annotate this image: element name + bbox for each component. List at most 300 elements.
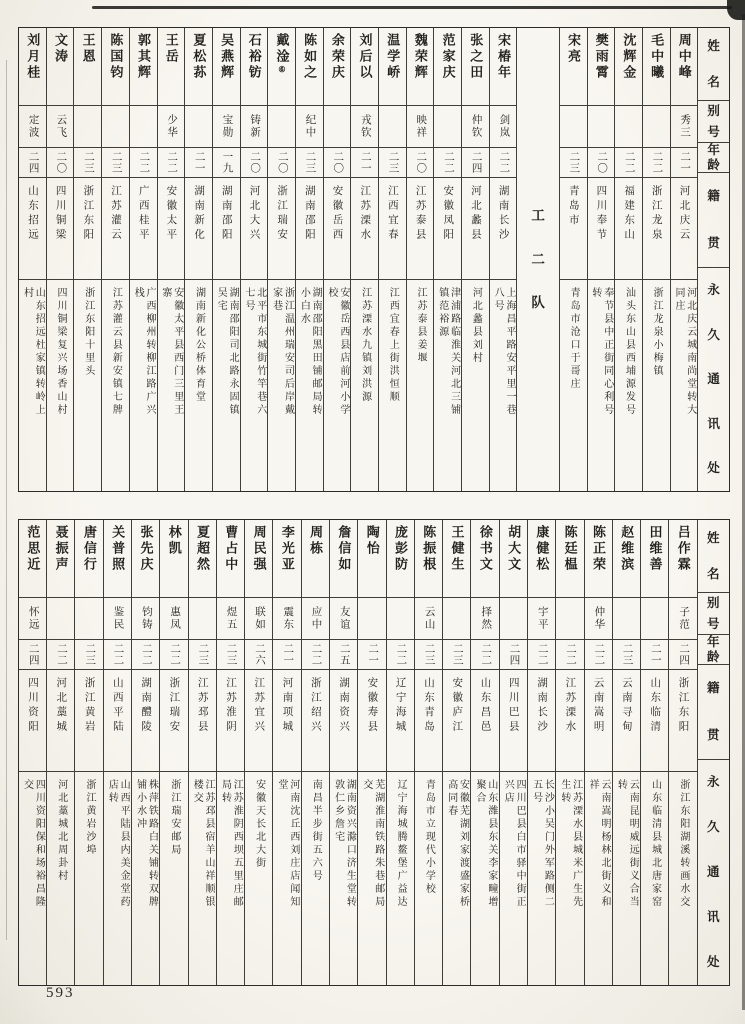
person-age-cell: [669, 640, 696, 670]
person-origin: 四川资阳: [27, 677, 39, 735]
person-column: [267, 28, 295, 491]
person-origin-cell: [47, 670, 74, 772]
person-alias: 少华: [166, 114, 178, 139]
person-address-cell: [160, 772, 187, 985]
person-column: [350, 28, 378, 491]
person-column: [499, 520, 527, 985]
person-name: 陈振根: [421, 525, 437, 573]
person-origin-cell: [158, 178, 185, 280]
header-label-char: 籍: [707, 681, 720, 696]
person-age: 二三: [83, 151, 95, 174]
person-column: [642, 28, 670, 491]
person-name-cell: [643, 28, 670, 106]
person-age: 二二: [310, 643, 322, 666]
person-age-cell: [130, 148, 157, 178]
person-address-cell: [102, 280, 129, 491]
person-address: 南昌半步街五六号: [310, 779, 322, 883]
header-label-char: 号: [707, 616, 720, 631]
person-column: [612, 520, 640, 985]
person-address-cell: [302, 772, 329, 985]
person-age: 二〇: [276, 151, 288, 174]
person-address-cell: [613, 772, 640, 985]
person-column: [670, 28, 698, 491]
person-address-cell: [379, 280, 406, 491]
person-name: 王岳: [163, 33, 179, 65]
scan-artifact-top-line: [92, 6, 732, 9]
person-address: 湖南邵阳司北路永固镇吴宅: [215, 287, 239, 417]
person-alias: 钧铸: [140, 606, 152, 631]
person-age-cell: [387, 640, 414, 670]
person-age: 二三: [197, 643, 209, 666]
person-alias: 仲钦: [470, 114, 482, 139]
person-age-cell: [462, 148, 489, 178]
person-origin-cell: [245, 670, 272, 772]
person-age-cell: [102, 148, 129, 178]
header-label-char: 姓: [707, 38, 720, 53]
person-name: 赵维滨: [619, 525, 635, 573]
person-address-cell: [189, 772, 216, 985]
roster-table-top: [18, 27, 730, 492]
person-origin-cell: [213, 178, 240, 280]
person-age-cell: [415, 640, 442, 670]
person-alias-cell: [241, 106, 268, 148]
person-name: 李光亚: [279, 525, 295, 573]
person-column: [188, 520, 216, 985]
person-origin-cell: [296, 178, 323, 280]
person-address-cell: [330, 772, 357, 985]
person-origin: 浙江瑞安: [168, 677, 180, 735]
person-alias-cell: [613, 598, 640, 640]
person-origin-cell: [462, 178, 489, 280]
person-name-cell: [132, 520, 159, 598]
person-origin: 江苏宜兴: [253, 677, 265, 735]
person-address: 安徽天长北大街: [253, 779, 265, 870]
person-age: 二一: [359, 151, 371, 174]
person-name-cell: [358, 520, 385, 598]
person-address-cell: [671, 280, 698, 491]
person-name: 刘月桂: [25, 33, 41, 81]
person-name: 曹占中: [223, 525, 239, 573]
person-origin: 安徽岳西: [331, 185, 343, 243]
person-age: 二二: [593, 643, 605, 666]
person-column: [527, 520, 555, 985]
person-name-cell: [500, 520, 527, 598]
person-address: 江西宜春上街洪恒顺: [387, 287, 399, 404]
person-address: 四川巴县白市驿中街正兴店: [502, 779, 526, 909]
person-origin-cell: [185, 178, 212, 280]
person-name-cell: [302, 520, 329, 598]
person-column: [159, 520, 187, 985]
person-age-cell: [407, 148, 434, 178]
person-address-cell: [358, 772, 385, 985]
person-name-cell: [213, 28, 240, 106]
person-name: 石裕钫: [246, 33, 262, 81]
person-origin: 四川奉节: [595, 185, 607, 243]
header-label-char: 久: [707, 327, 720, 342]
person-address-cell: [241, 280, 268, 491]
person-alias: 鉴民: [112, 606, 124, 631]
person-origin-cell: [443, 670, 470, 772]
person-alias-cell: [74, 106, 101, 148]
person-address-cell: [132, 772, 159, 985]
header-label-char: 年: [707, 143, 720, 157]
person-address-cell: [387, 772, 414, 985]
person-address: 安徽岳西县店前河小学校: [326, 287, 349, 417]
person-age-cell: [560, 148, 587, 178]
person-column: [406, 28, 434, 491]
person-origin: 江苏邳县: [196, 677, 208, 735]
person-address-cell: [74, 280, 101, 491]
person-alias-cell: [556, 598, 583, 640]
person-age-cell: [443, 640, 470, 670]
person-origin: 江苏溧水: [359, 185, 371, 243]
person-alias: 子范: [678, 606, 690, 631]
person-alias-cell: [19, 598, 46, 640]
header-label-char: 处: [707, 461, 720, 476]
person-column: [323, 28, 351, 491]
person-age-cell: [324, 148, 351, 178]
header-column: [697, 28, 729, 491]
person-name-cell: [434, 28, 461, 106]
person-origin-cell: [241, 178, 268, 280]
person-address: 山东潍县东关李家疃增聚合: [474, 779, 497, 909]
person-name-cell: [185, 28, 212, 106]
person-address-cell: [462, 280, 489, 491]
person-alias: 惠凤: [169, 606, 181, 631]
person-address-cell: [75, 772, 102, 985]
person-age: 二二: [138, 151, 150, 174]
person-age-cell: [358, 640, 385, 670]
person-name: 林凯: [166, 525, 182, 557]
person-name-cell: [47, 28, 74, 106]
person-age: 二二: [166, 151, 178, 174]
person-alias-cell: [158, 106, 185, 148]
header-label-char: 讯: [707, 416, 720, 431]
person-origin-cell: [19, 178, 46, 280]
person-origin-cell: [160, 670, 187, 772]
person-origin: 湖南资兴: [338, 677, 350, 735]
person-address-cell: [588, 280, 615, 491]
person-column: [378, 28, 406, 491]
person-origin: 河南项城: [281, 677, 293, 735]
header-age-label: [698, 143, 729, 173]
person-origin: 山东招远: [26, 185, 38, 243]
person-origin: 河北蠡县: [469, 185, 481, 243]
person-address: 青岛市沧口于哥庄: [568, 287, 580, 391]
person-age: 二〇: [415, 151, 427, 174]
person-origin: 安徽太平: [165, 185, 177, 243]
person-address: 奉节县中正街同心利号转: [589, 287, 613, 417]
person-alias-cell: [47, 598, 74, 640]
person-address-cell: [528, 772, 555, 985]
header-alias-label: [698, 101, 729, 143]
person-address: 河北蠡县刘村: [470, 287, 482, 365]
person-origin: 河北大兴: [248, 185, 260, 243]
person-address-cell: [669, 772, 696, 985]
person-column: [184, 28, 212, 491]
person-alias-cell: [330, 598, 357, 640]
person-age: 二四: [508, 643, 520, 666]
person-address: 湖南新化公桥体育堂: [193, 287, 205, 404]
person-origin-cell: [19, 670, 46, 772]
person-origin-cell: [615, 178, 642, 280]
person-alias: 纪中: [304, 114, 316, 139]
person-address-cell: [556, 772, 583, 985]
person-age: 二三: [225, 643, 237, 666]
person-name: 温学峤: [385, 33, 401, 81]
person-address-cell: [585, 772, 612, 985]
header-label-char: 贯: [707, 728, 720, 743]
person-origin-cell: [556, 670, 583, 772]
person-alias-cell: [132, 598, 159, 640]
person-name: 王健生: [449, 525, 465, 573]
person-column: [614, 28, 642, 491]
person-column: [587, 28, 615, 491]
person-origin: 山东临清: [649, 677, 661, 735]
person-origin-cell: [273, 670, 300, 772]
person-origin-cell: [528, 670, 555, 772]
person-origin: 湖南长沙: [497, 185, 509, 243]
person-address: 四川资阳保和场裕昌隆交: [21, 779, 45, 909]
person-address: 江苏邳县宿羊山祥顺银楼交: [191, 779, 214, 909]
person-age-cell: [268, 148, 295, 178]
person-name-cell: [585, 520, 612, 598]
person-name-cell: [490, 28, 517, 106]
person-age-cell: [74, 148, 101, 178]
person-age-cell: [490, 148, 517, 178]
person-alias-cell: [490, 106, 517, 148]
person-name: 吴燕辉: [219, 33, 235, 81]
person-address-cell: [47, 280, 74, 491]
person-alias-cell: [434, 106, 461, 148]
person-origin: 青岛市: [567, 185, 579, 229]
person-origin-cell: [500, 670, 527, 772]
person-name: 周民强: [251, 525, 267, 573]
person-name: 周栋: [308, 525, 324, 557]
header-alias-label: [698, 593, 729, 635]
person-column: [131, 520, 159, 985]
person-age-cell: [158, 148, 185, 178]
person-alias-cell: [588, 106, 615, 148]
person-name-cell: [130, 28, 157, 106]
person-name: 詹信如: [336, 525, 352, 573]
person-origin-cell: [189, 670, 216, 772]
person-origin-cell: [613, 670, 640, 772]
header-origin-label: [698, 665, 729, 760]
header-label-char: 处: [707, 955, 720, 970]
person-name-cell: [330, 520, 357, 598]
person-age-cell: [47, 640, 74, 670]
person-age: 二一: [679, 151, 691, 174]
person-name: 宋亮: [566, 33, 582, 65]
person-alias-cell: [104, 598, 131, 640]
person-address: 浙江瑞安邮局: [168, 779, 180, 857]
person-age: 二二: [55, 643, 67, 666]
person-name-cell: [324, 28, 351, 106]
person-origin-cell: [268, 178, 295, 280]
person-age: 二三: [387, 151, 399, 174]
person-name: 夏超然: [195, 525, 211, 573]
person-address-cell: [268, 280, 295, 491]
person-address: 株萍铁路白关铺转双牌铺小水冲: [134, 779, 158, 909]
person-origin-cell: [490, 178, 517, 280]
person-address: 江苏溧水九镇刘洪源: [359, 287, 371, 404]
person-alias-cell: [324, 106, 351, 148]
person-address-cell: [443, 772, 470, 985]
person-origin: 湖南新化: [193, 185, 205, 243]
person-name-cell: [245, 520, 272, 598]
person-name-cell: [471, 520, 498, 598]
person-origin-cell: [130, 178, 157, 280]
person-address: 山东临清县城北唐家窑: [649, 779, 661, 909]
header-label-char: 名: [707, 566, 720, 581]
header-label-char: 龄: [707, 157, 720, 172]
person-age-cell: [217, 640, 244, 670]
person-alias: 怀远: [27, 606, 39, 631]
person-column: [129, 28, 157, 491]
person-age: 二三: [423, 643, 435, 666]
person-name-cell: [613, 520, 640, 598]
person-origin: 湖南邵阳: [303, 185, 315, 243]
person-age: 二一: [367, 643, 379, 666]
person-alias-cell: [379, 106, 406, 148]
person-origin-cell: [351, 178, 378, 280]
person-alias-cell: [302, 598, 329, 640]
person-age-cell: [296, 148, 323, 178]
person-name-cell: [407, 28, 434, 106]
header-label-char: 名: [707, 74, 720, 89]
person-address: 青岛市立现代小学校: [423, 779, 435, 896]
person-name: 庞彭防: [392, 525, 408, 573]
person-alias: 秀三: [679, 114, 691, 139]
person-alias-cell: [443, 598, 470, 640]
person-name-cell: [158, 28, 185, 106]
person-origin: 山东青岛: [422, 677, 434, 735]
person-alias-cell: [19, 106, 46, 148]
person-address: 河北藁城北周卦村: [55, 779, 67, 883]
person-origin: 河北藁城: [55, 677, 67, 735]
person-name-cell: [19, 520, 46, 598]
person-age: 二三: [621, 643, 633, 666]
person-name: 陈正荣: [590, 525, 606, 573]
person-address-cell: [500, 772, 527, 985]
person-name: 胡大文: [506, 525, 522, 573]
person-origin-cell: [669, 670, 696, 772]
person-name: 沈辉金: [621, 33, 637, 81]
person-address-cell: [407, 280, 434, 491]
person-address-cell: [104, 772, 131, 985]
person-age-cell: [500, 640, 527, 670]
person-address-cell: [415, 772, 442, 985]
person-origin: 江苏溧水: [564, 677, 576, 735]
person-name-cell: [19, 28, 46, 106]
person-age: 二一: [282, 643, 294, 666]
person-name: 文涛: [52, 33, 68, 65]
person-origin: 辽宁海城: [394, 677, 406, 735]
header-label-char: 通: [707, 865, 720, 880]
person-name-cell: [671, 28, 698, 106]
person-address: 湖南资兴滁口济生堂转敦仁乡詹宅: [332, 779, 356, 909]
person-age-cell: [132, 640, 159, 670]
person-origin: 江西宜春: [386, 185, 398, 243]
person-name: 陈国钧: [108, 33, 124, 81]
header-address-label: [698, 268, 729, 491]
person-address: 上海昌平路安平里一巷八号: [492, 287, 515, 417]
person-age-cell: [613, 640, 640, 670]
person-alias-cell: [387, 598, 414, 640]
person-alias-cell: [643, 106, 670, 148]
person-alias-cell: [358, 598, 385, 640]
person-column: [74, 520, 102, 985]
person-column: [101, 28, 129, 491]
person-name-cell: [75, 520, 102, 598]
person-name-cell: [528, 520, 555, 598]
person-column: [46, 520, 74, 985]
person-name-cell: [268, 28, 295, 106]
person-alias-cell: [245, 598, 272, 640]
person-alias-cell: [415, 598, 442, 640]
person-address: 江苏灌云县新安镇七牌: [110, 287, 122, 417]
person-name-cell: [560, 28, 587, 106]
person-alias-cell: [217, 598, 244, 640]
person-address: 浙江东阳十里头: [82, 287, 94, 378]
person-age-cell: [643, 148, 670, 178]
person-address: 江苏泰县姜堰: [414, 287, 426, 365]
person-column: [19, 520, 46, 985]
person-origin-cell: [585, 670, 612, 772]
person-column: [19, 28, 46, 491]
header-label-char: 贯: [707, 236, 720, 251]
person-name: 范思近: [25, 525, 41, 573]
page-number: 593: [46, 985, 75, 1001]
person-alias: 择然: [480, 606, 492, 631]
header-label-char: 号: [707, 124, 720, 139]
person-age-cell: [528, 640, 555, 670]
person-age: 二四: [27, 151, 39, 174]
person-address-cell: [273, 772, 300, 985]
person-address-cell: [185, 280, 212, 491]
person-column: [555, 520, 583, 985]
person-address-cell: [351, 280, 378, 491]
person-age-cell: [213, 148, 240, 178]
person-age: 二三: [568, 151, 580, 174]
person-origin-cell: [75, 670, 102, 772]
person-age-cell: [585, 640, 612, 670]
person-name-cell: [102, 28, 129, 106]
person-alias-cell: [407, 106, 434, 148]
header-label-char: 龄: [707, 649, 720, 664]
person-origin: 湖南长沙: [536, 677, 548, 735]
person-address: 浙江温州瑞安司后岸戴家巷: [270, 287, 294, 417]
person-alias-cell: [585, 598, 612, 640]
person-address: 浙江东阳湖溪转画水交: [677, 779, 689, 909]
person-origin-cell: [560, 178, 587, 280]
person-alias-cell: [528, 598, 555, 640]
person-alias-cell: [669, 598, 696, 640]
person-address-cell: [490, 280, 517, 491]
person-age: 二三: [304, 151, 316, 174]
person-column: [216, 520, 244, 985]
person-address: 四川铜梁复兴场香山村: [55, 287, 67, 417]
person-column: [433, 28, 461, 491]
person-name: 戴淦⑥: [274, 33, 290, 74]
person-age-cell: [19, 640, 46, 670]
person-origin-cell: [588, 178, 615, 280]
person-address-cell: [245, 772, 272, 985]
person-name: 张先庆: [138, 525, 154, 573]
person-alias: 云飞: [55, 114, 67, 139]
header-label-char: 别: [707, 596, 720, 610]
